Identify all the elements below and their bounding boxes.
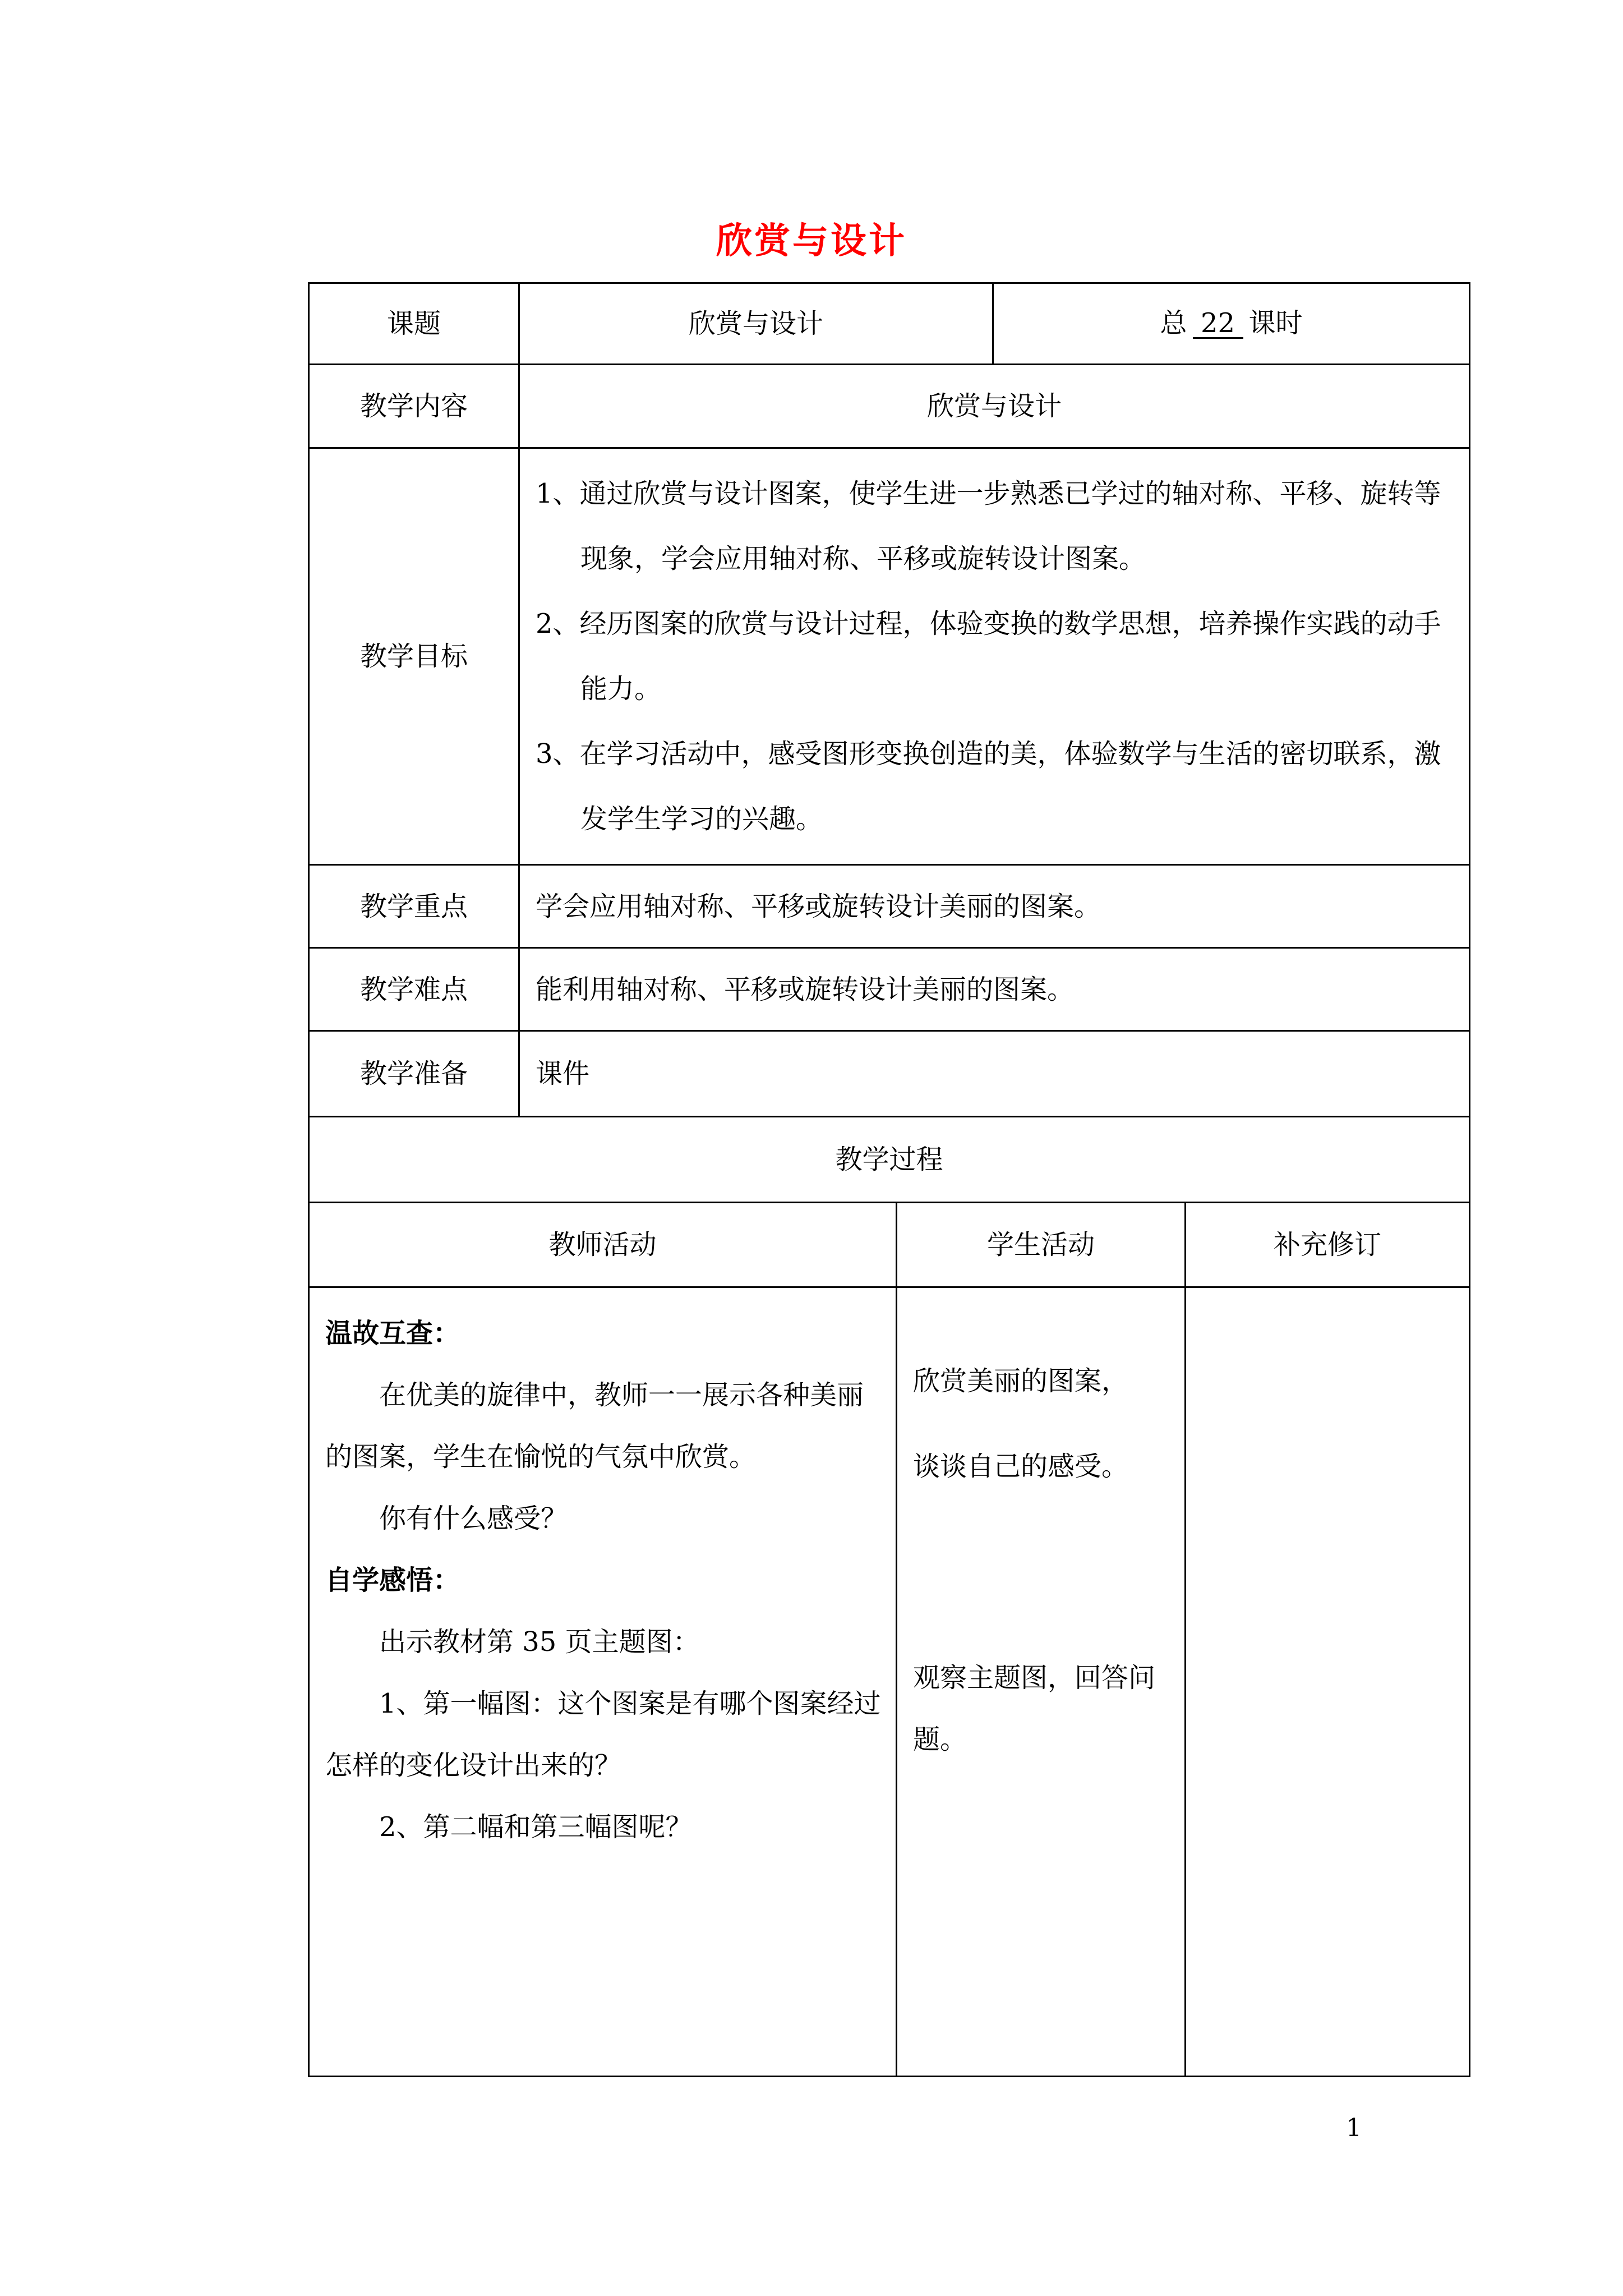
preparation-label: 教学准备 xyxy=(309,1031,519,1117)
column-student-activity: 学生活动 xyxy=(897,1203,1186,1287)
page-number: 1 xyxy=(1346,2114,1362,2142)
self-study-paragraph-2: 1、第一幅图：这个图案是有哪个图案经过怎样的变化设计出来的？ xyxy=(325,1688,881,1781)
process-body-row xyxy=(309,1287,1470,2077)
content-label: 教学内容 xyxy=(309,365,519,448)
key-points-label: 教学重点 xyxy=(309,865,519,948)
content-row xyxy=(309,365,1470,448)
objectives-row xyxy=(309,448,1470,865)
student-line-3: 观察主题图，回答问题。 xyxy=(913,1662,1156,1755)
teacher-activity-cell xyxy=(309,1287,897,2077)
key-points-value: 学会应用轴对称、平移或旋转设计美丽的图案。 xyxy=(519,865,1470,948)
preparation-value: 课件 xyxy=(519,1031,1470,1117)
self-study-heading: 自学感悟： xyxy=(325,1565,460,1596)
objective-item-1: 1、通过欣赏与设计图案，使学生进一步熟悉已学过的轴对称、平移、旋转等现象，学会应用轴对称、平移或旋转设计图案。 xyxy=(536,478,1441,574)
page-title: 欣赏与设计 xyxy=(716,220,907,262)
self-study-paragraph-3: 2、第二幅和第三幅图呢？ xyxy=(379,1811,693,1843)
review-paragraph-2: 你有什么感受？ xyxy=(379,1503,568,1534)
period-count xyxy=(993,283,1470,365)
student-line-2: 谈谈自己的感受。 xyxy=(913,1451,1129,1482)
objectives-list xyxy=(520,449,1469,864)
objective-item-3: 3、在学习活动中，感受图形变换创造的美，体验数学与生活的密切联系，激发学生学习的兴趣。 xyxy=(536,738,1441,835)
lesson-plan-table xyxy=(308,282,1470,2077)
topic-value: 欣赏与设计 xyxy=(519,283,993,365)
process-columns-row xyxy=(309,1203,1470,1287)
student-spacer-2 xyxy=(913,1497,1170,1647)
topic-label: 课题 xyxy=(309,283,519,365)
period-suffix: 课时 xyxy=(1248,307,1303,339)
topic-row xyxy=(309,283,1470,365)
process-label: 教学过程 xyxy=(309,1117,1470,1203)
self-study-paragraph-1: 出示教材第 35 页主题图： xyxy=(379,1626,700,1658)
student-line-1: 欣赏美丽的图案， xyxy=(913,1365,1129,1397)
preparation-row xyxy=(309,1031,1470,1117)
student-spacer-1 xyxy=(913,1412,1170,1435)
difficulties-label: 教学难点 xyxy=(309,948,519,1031)
period-number: 22 xyxy=(1193,309,1243,339)
difficulties-value: 能利用轴对称、平移或旋转设计美丽的图案。 xyxy=(519,948,1470,1031)
review-paragraph-1: 在优美的旋律中，教师一一展示各种美丽的图案，学生在愉悦的气氛中欣赏。 xyxy=(325,1379,864,1473)
content-value: 欣赏与设计 xyxy=(519,365,1470,448)
difficulties-row xyxy=(309,948,1470,1031)
column-teacher-activity: 教师活动 xyxy=(309,1203,897,1287)
objective-item-2: 2、经历图案的欣赏与设计过程，体验变换的数学思想，培养操作实践的动手能力。 xyxy=(536,608,1441,705)
student-spacer-top xyxy=(913,1288,1170,1350)
process-header-row xyxy=(309,1117,1470,1203)
objectives-label: 教学目标 xyxy=(309,448,519,865)
period-prefix: 总 xyxy=(1160,307,1187,339)
revision-cell xyxy=(1186,1287,1470,2077)
column-revision: 补充修订 xyxy=(1186,1203,1470,1287)
student-activity-cell xyxy=(897,1287,1186,2077)
review-heading: 温故互查： xyxy=(325,1318,460,1349)
objectives-cell xyxy=(519,448,1470,865)
key-points-row xyxy=(309,865,1470,948)
